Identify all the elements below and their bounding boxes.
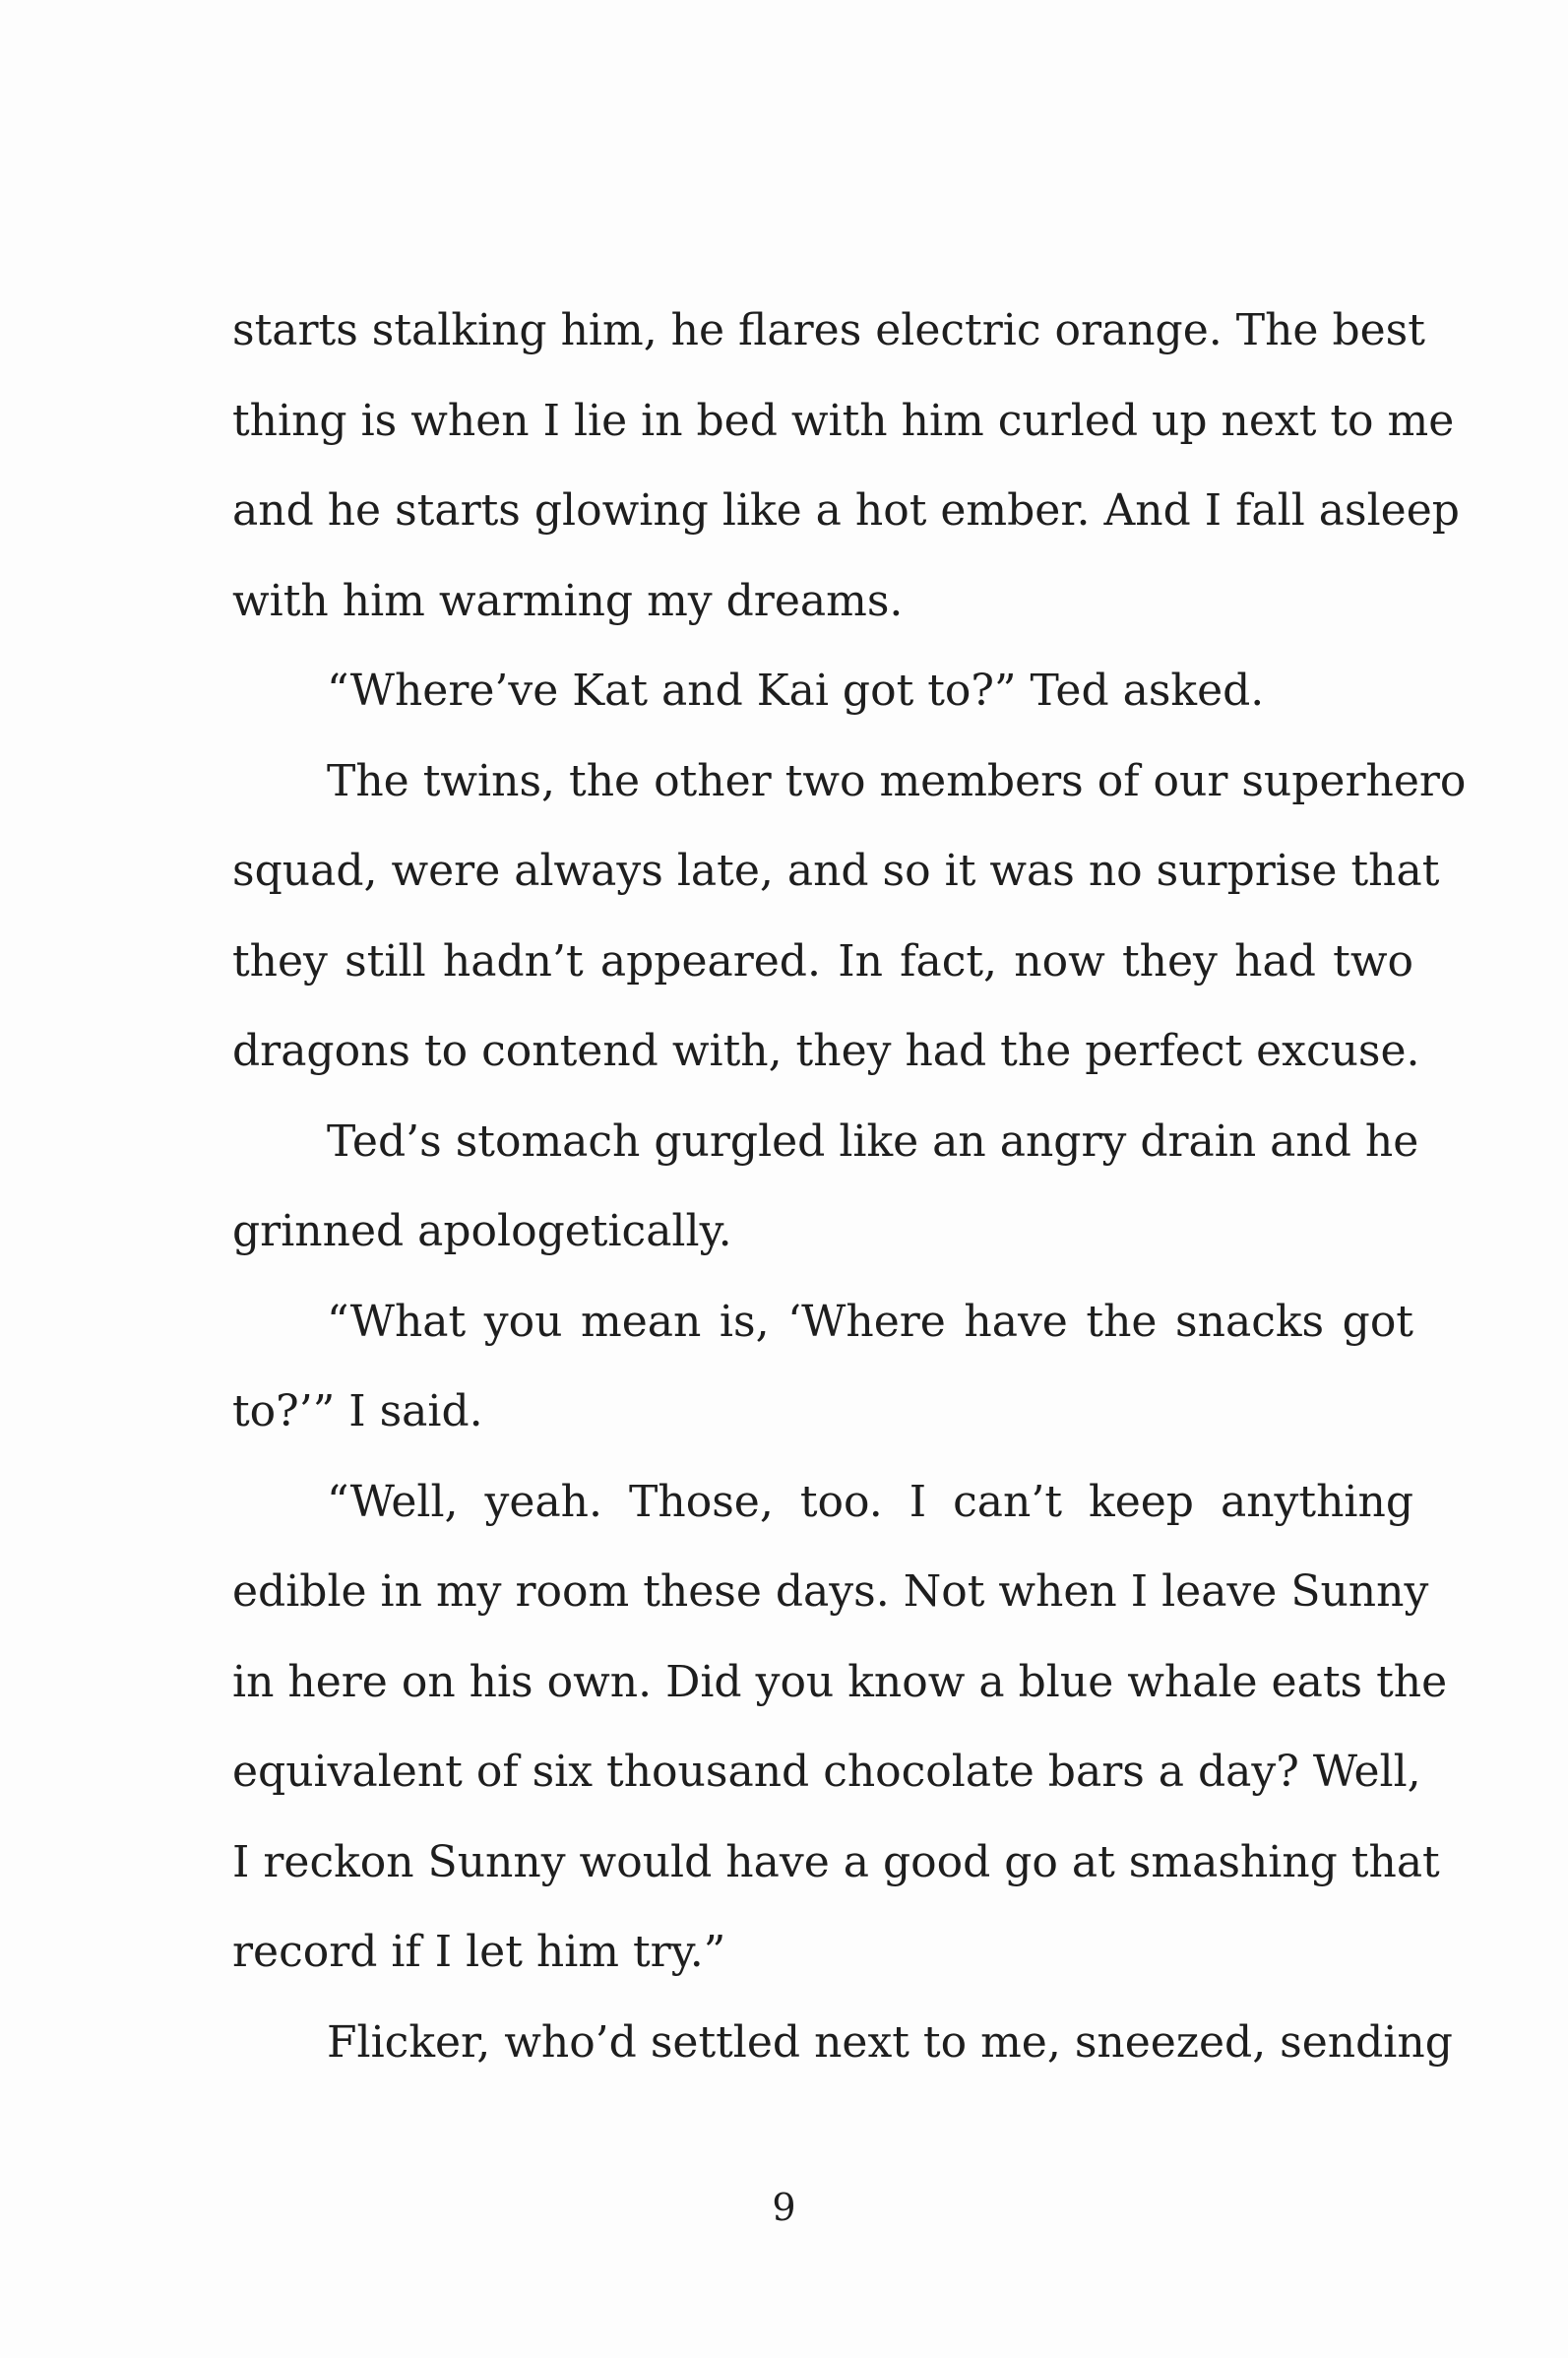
text-line: I reckon Sunny would have a good go at smashing that [232, 1836, 1440, 1887]
text-line: thing is when I lie in bed with him curled up next to me [232, 395, 1455, 446]
text-line: equivalent of six thousand chocolate bars a day? Well, [232, 1747, 1421, 1797]
text-line: squad, were always late, and so it was no surprise that [232, 846, 1440, 896]
text-line: to?’” I said. [232, 1386, 483, 1436]
text-line: “Where’ve Kat and Kai got to?” Ted asked. [327, 666, 1265, 716]
text-line: record if I let him try.” [232, 1927, 726, 1977]
text-line: with him warming my dreams. [232, 575, 904, 626]
text-line: “What you mean is, ‘Where have the snacks got [327, 1296, 1413, 1347]
text-line: they still hadn’t appeared. In fact, now they had two [232, 935, 1413, 987]
text-line: “Well, yeah. Those, too. I can’t keep anything [327, 1476, 1413, 1527]
text-line: in here on his own. Did you know a blue whale eats the [232, 1656, 1448, 1707]
body-text [232, 286, 1467, 2087]
text-line: edible in my room these days. Not when I leave Sunny [232, 1566, 1429, 1617]
text-line: grinned apologetically. [232, 1206, 732, 1256]
text-line: Ted’s stomach gurgled like an angry drain and he [327, 1115, 1419, 1167]
text-line: Flicker, who’d settled next to me, sneezed, sending [327, 2016, 1453, 2068]
text-line: and he starts glowing like a hot ember. And I fall asleep [232, 485, 1460, 536]
page-number: 9 [772, 2186, 796, 2229]
text-line: starts stalking him, he flares electric orange. The best [232, 305, 1425, 355]
text-line: The twins, the other two members of our superhero [327, 755, 1467, 806]
text-line: dragons to contend with, they had the perfect excuse. [232, 1026, 1420, 1076]
